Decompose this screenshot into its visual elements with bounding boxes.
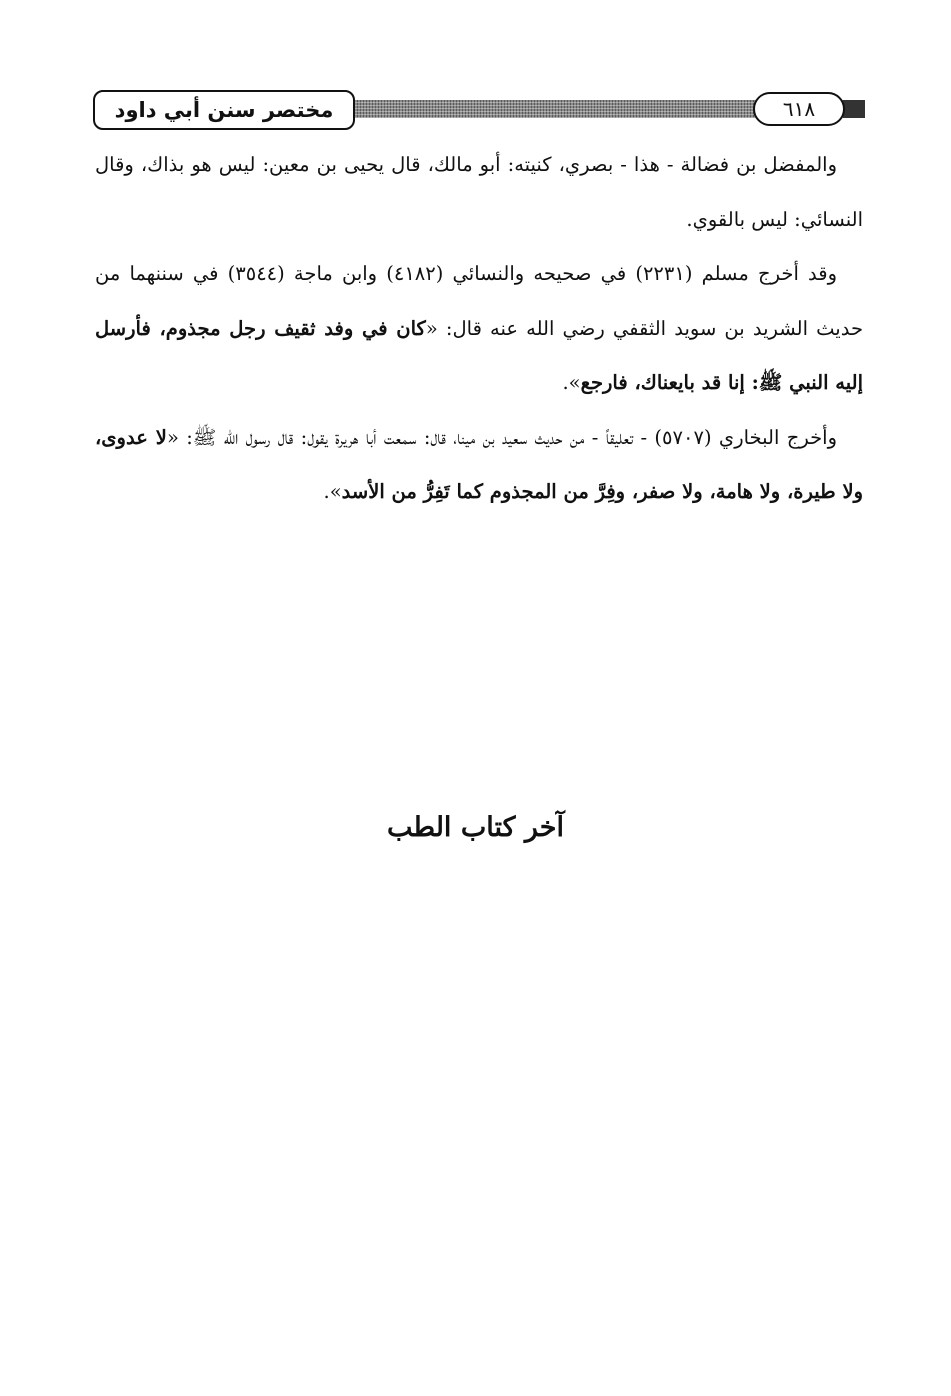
page-number: ٦١٨ (782, 97, 816, 121)
chapter-end-title: آخر كتاب الطب (387, 812, 564, 843)
paragraph-2 (95, 247, 863, 411)
paragraph-3 (95, 411, 863, 520)
book-title-frame (93, 90, 355, 130)
paragraph-1: والمفضل بن فضالة - هذا - بصري، كنيته: أبو مالك، قال يحيى بن معين: ليس هو بذاك، وقال النسائي: ليس بالقوي. (95, 153, 863, 231)
main-text (95, 138, 863, 520)
paragraph-3-end: ». (323, 480, 342, 503)
page-number-frame (753, 92, 845, 126)
paragraph-2-end: ». (562, 371, 581, 394)
hadith-quote-1: كان في وفد ثقيف رجل مجذوم، فأرسل إليه النبي ﷺ: إنا قد بايعناك، فارجع (95, 316, 863, 394)
hadith-quote-2: لا عدوى، ولا طيرة، ولا هامة، ولا صفر، وفِرَّ من المجذوم كما تَفِرُّ من الأسد (95, 425, 863, 503)
paragraph-2-text: وقد أخرج مسلم (٢٢٣١) في صحيحه والنسائي (٤١٨٢) وابن ماجة (٣٥٤٤) في سننهما من حديث الشريد بن سويد الثقفي رضي الله عنه قال: « (95, 262, 863, 340)
page-header (93, 90, 865, 132)
book-title: مختصر سنن أبي داود (114, 98, 334, 122)
header-bar-end (843, 100, 865, 118)
paragraph-3-text: وأخرج البخاري (٥٧٠٧) - تعليقاً - من حديث سعيد بن مينا، قال: سمعت أبا هريرة يقول: قال رسول الله ﷺ: « (166, 425, 837, 449)
